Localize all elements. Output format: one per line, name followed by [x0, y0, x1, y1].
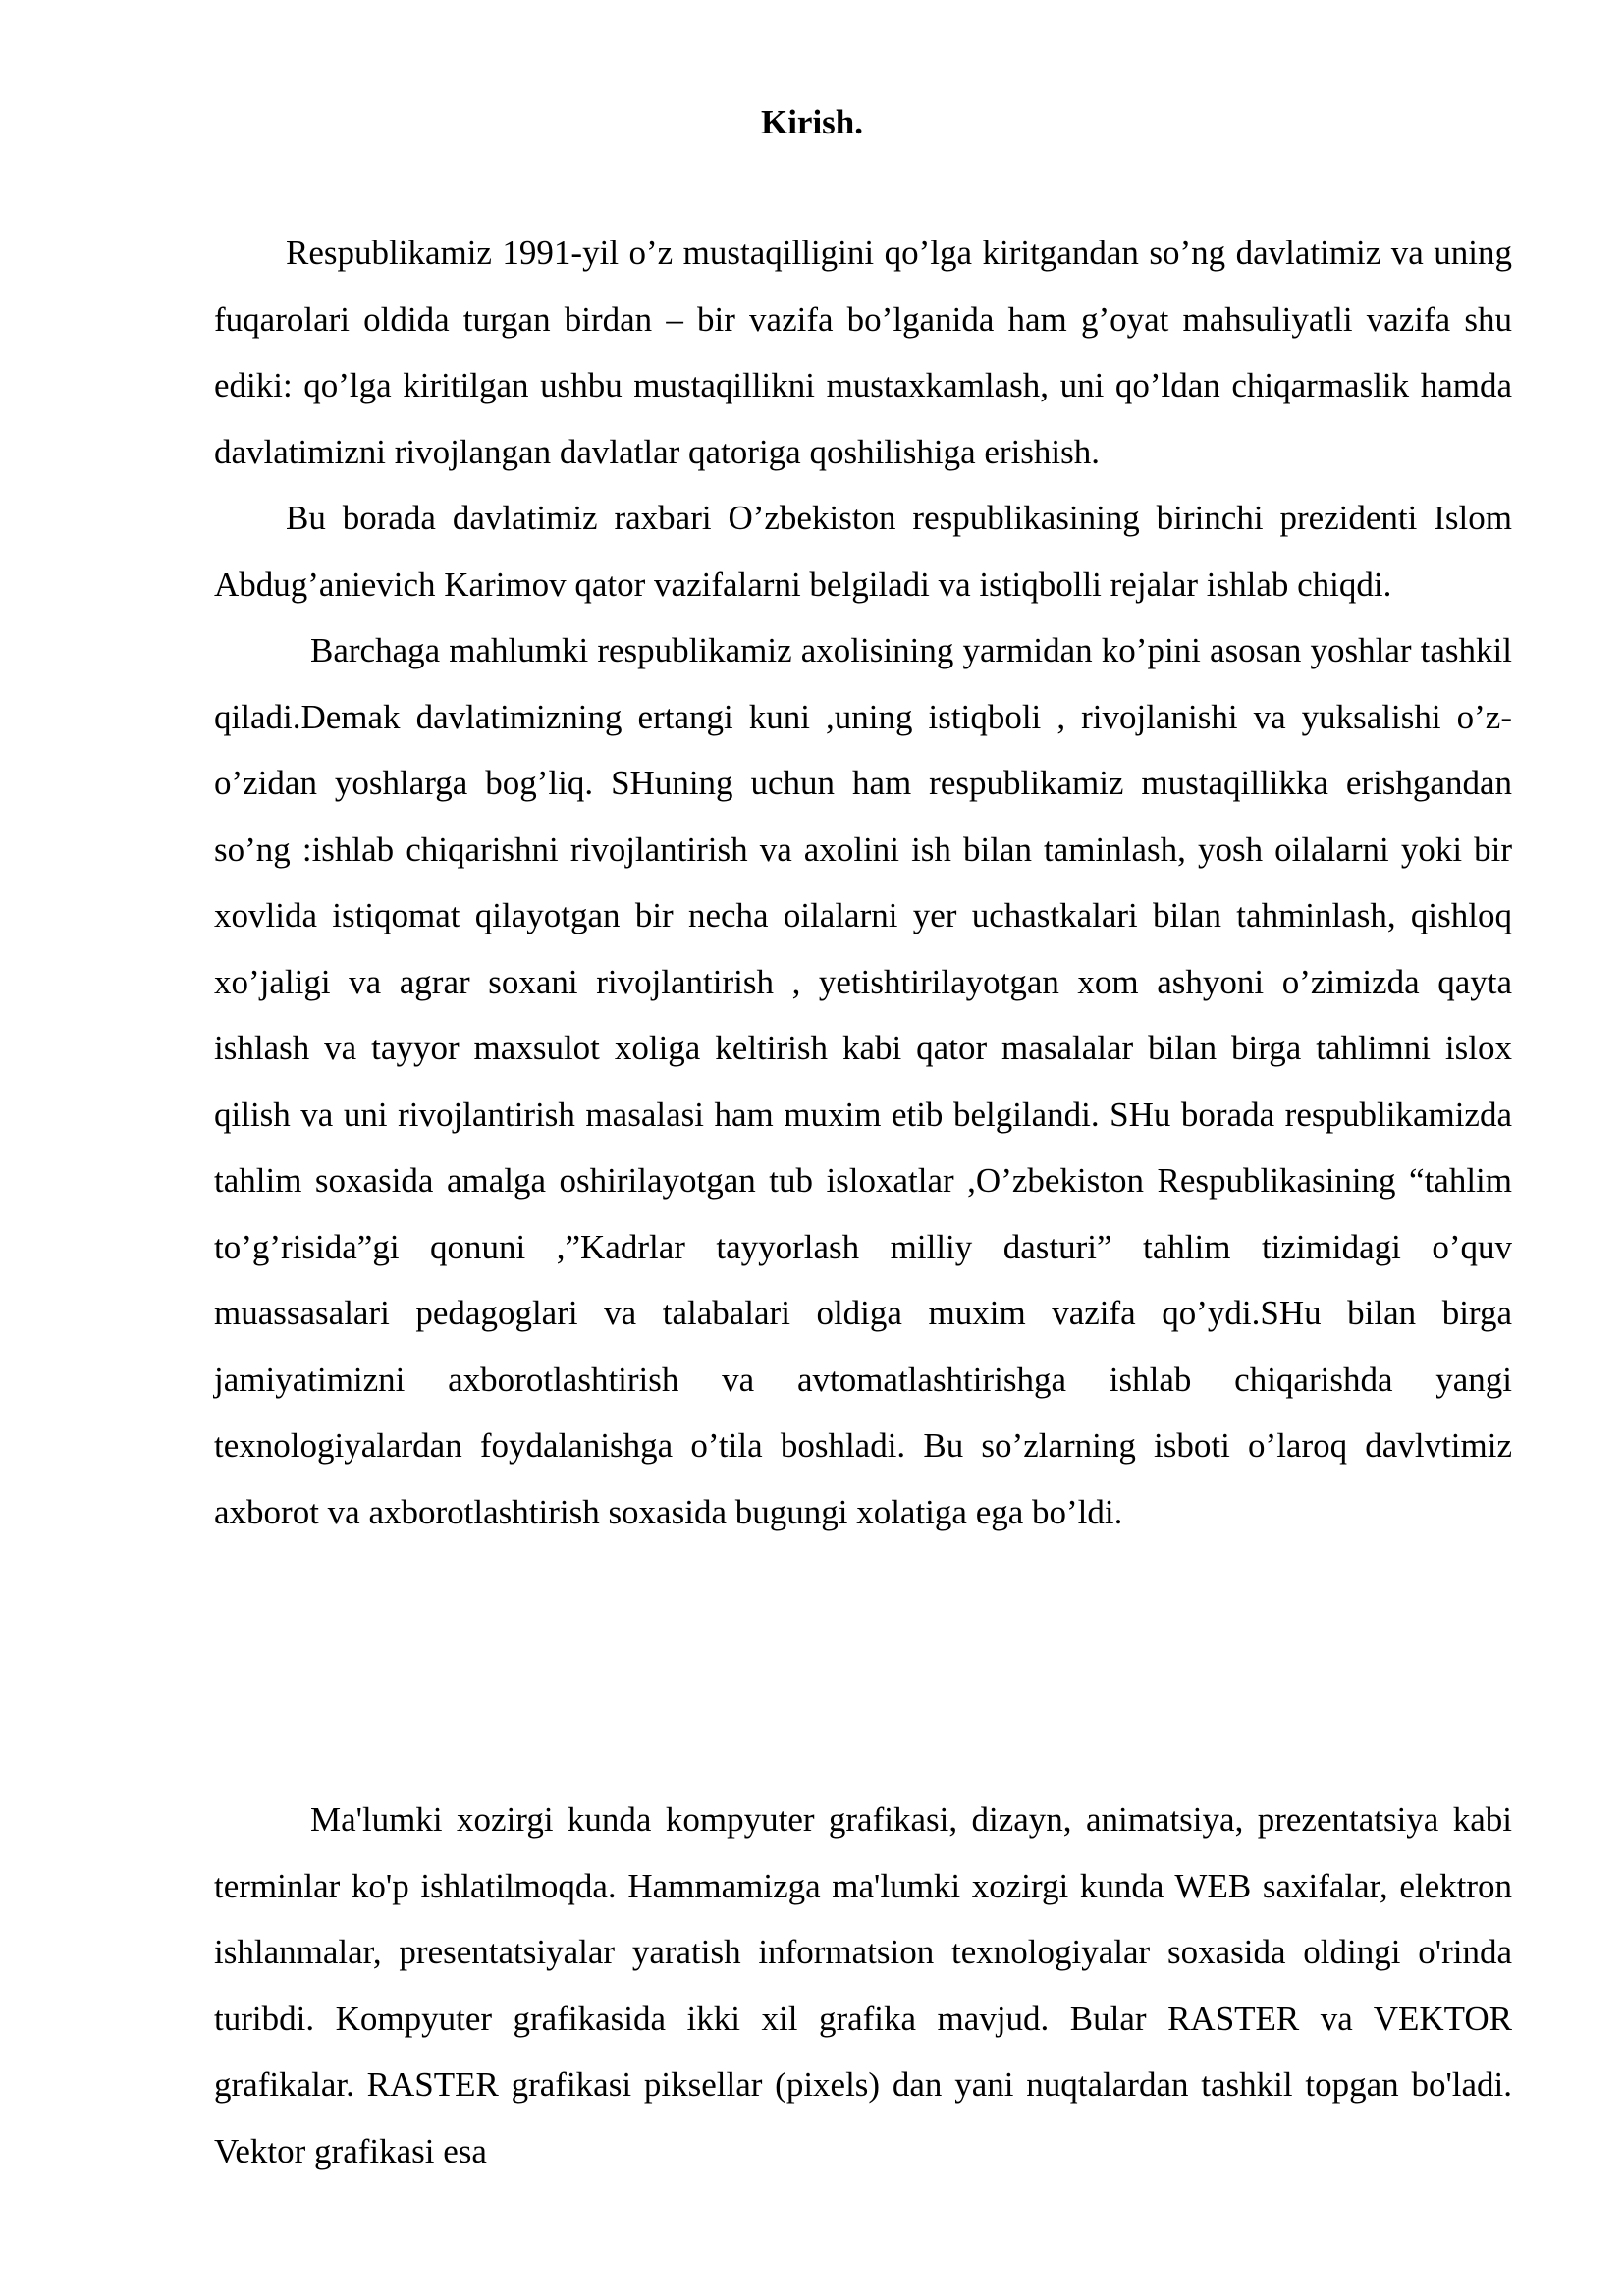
paragraph-2: Bu borada davlatimiz raxbari O’zbekiston respublikasining birinchi prezidenti Islom Abdug’anievich Karimov qator vazifalarni belgiladi va istiqbolli rejalar ishlab chiqdi.: [214, 499, 1512, 604]
paragraph-1: Respublikamiz 1991-yil o’z mustaqilligini qo’lga kiritgandan so’ng davlatimiz va uning fuqarolari oldida turgan birdan – bir vazifa bo’lganida ham g’oyat mahsuliyatli vazifa shu ediki: qo’lga kiritilgan ushbu mustaqillikni mustaxkamlash, uni qo’ldan chiqarmaslik hamda davlatimizni rivojlangan davlatlar qatoriga qoshilishiga erishish.: [214, 234, 1512, 471]
body-text-main: [214, 220, 1512, 1545]
page-title: Kirish.: [760, 103, 864, 141]
paragraph-4: Ma'lumki xozirgi kunda kompyuter grafikasi, dizayn, animatsiya, prezentatsiya kabi terminlar ko'p ishlatilmoqda. Hammamizga ma'lumki xozirgi kunda WEB saxifalar, elektron ishlanmalar, presentatsiyalar yaratish informatsion texnologiyalar soxasida oldingi o'rinda turibdi. Kompyuter grafikasida ikki xil grafika mavjud. Bular RASTER va VEKTOR grafikalar. RASTER grafikasi piksellar (pixels) dan yani nuqtalardan tashkil topgan bo'ladi. Vektor grafikasi esa: [214, 1800, 1512, 2170]
paragraph-3: Barchaga mahlumki respublikamiz axolisining yarmidan ko’pini asosan yoshlar tashkil qiladi.Demak davlatimizning ertangi kuni ,uning istiqboli , rivojlanishi va yuksalishi o’z-o’zidan yoshlarga bog’liq. SHuning uchun ham respublikamiz mustaqillikka erishgandan so’ng :ishlab chiqarishni rivojlantirish va axolini ish bilan taminlash, yosh oilalarni yoki bir xovlida istiqomat qilayotgan bir necha oilalarni yer uchastkalari bilan tahminlash, qishloq xo’jaligi va agrar soxani rivojlantirish , yetishtirilayotgan xom ashyoni o’zimizda qayta ishlash va tayyor maxsulot xoliga keltirish kabi qator masalalar bilan birga tahlimni islox qilish va uni rivojlantirish masalasi ham muxim etib belgilandi. SHu borada respublikamizda tahlim soxasida amalga oshirilayotgan tub isloxatlar ,O’zbekiston Respublikasining “tahlim to’g’risida”gi qonuni ,”Kadrlar tayyorlash milliy dasturi” tahlim tizimidagi o’quv muassasalari pedagoglari va talabalari oldiga muxim vazifa qo’ydi.SHu bilan birga jamiyatimizni axborotlashtirish va avtomatlashtirishga ishlab chiqarishda yangi texnologiyalardan foydalanishga o’tila boshladi. Bu so’zlarning isboti o’laroq davlvtimiz axborot va axborotlashtirish soxasida bugungi xolatiga ega bo’ldi.: [214, 631, 1512, 1531]
body-text-continued: [214, 1787, 1512, 2184]
